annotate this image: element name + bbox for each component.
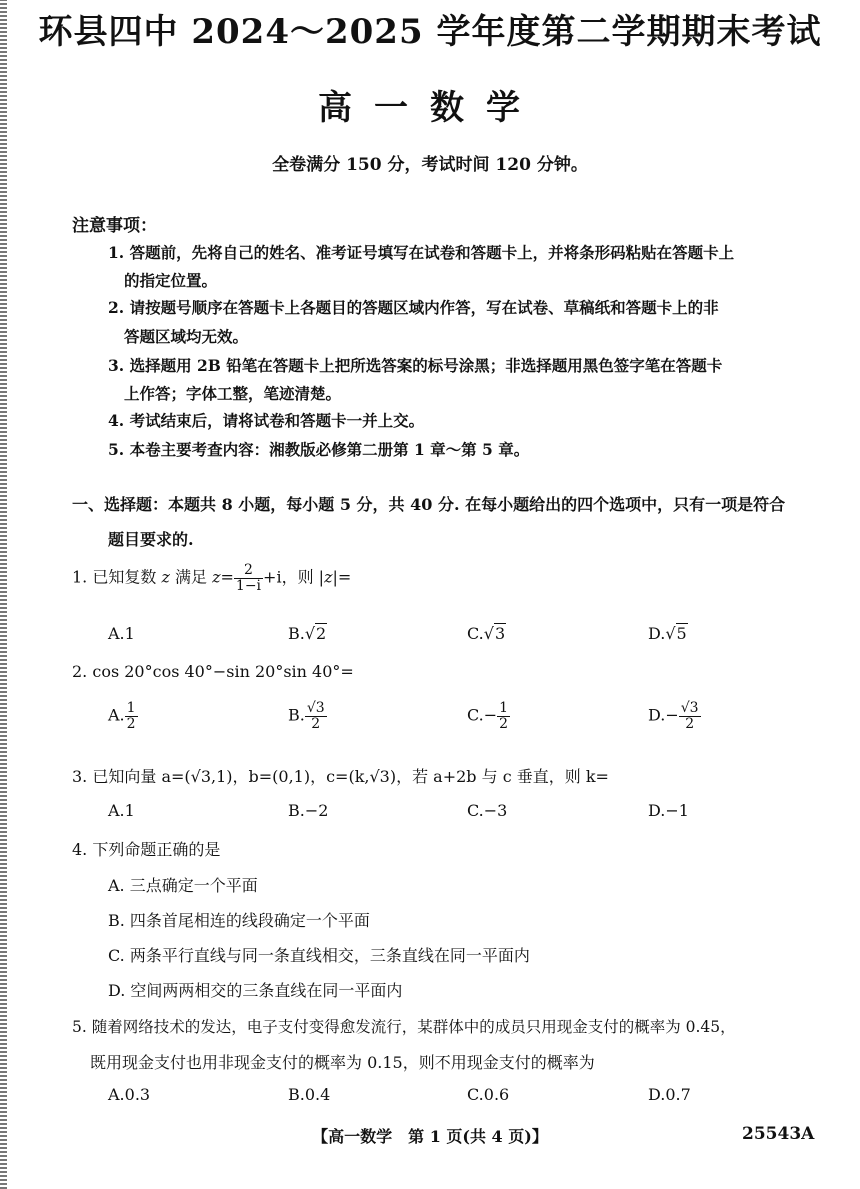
q4-option-c: C. 两条平行直线与同一条直线相交，三条直线在同一平面内 [108, 946, 530, 965]
q1-option-c: C.√3 [467, 624, 506, 643]
q3-option-c: C.−3 [467, 801, 508, 820]
binding-edge [0, 0, 7, 1189]
note-line: 上作答；字体工整，笔迹清楚。 [124, 384, 342, 403]
q3-option-d: D.−1 [648, 801, 689, 820]
note-line: 3. 选择题用 2B 铅笔在答题卡上把所选答案的标号涂黑；非选择题用黑色签字笔在答题卡 [108, 356, 723, 375]
question-5-stem-cont: 既用现金支付也用非现金支付的概率为 0.15，则不用现金支付的概率为 [90, 1053, 595, 1072]
page-footer: 【高一数学 第 1 页(共 4 页)】 [312, 1127, 548, 1146]
note-line: 4. 考试结束后，请将试卷和答题卡一并上交。 [108, 411, 425, 430]
notes-heading: 注意事项： [72, 216, 157, 236]
q3-option-b: B.−2 [288, 801, 329, 820]
q2-option-d: D.− $\frac{√3}{2}$ [648, 700, 699, 732]
question-2-stem: 2. cos 20°cos 40°−sin 20°sin 40°= [72, 662, 354, 681]
q4-option-b: B. 四条首尾相连的线段确定一个平面 [108, 911, 370, 930]
fraction: $\frac{2}{1-i}$ [235, 562, 262, 594]
note-line: 1. 答题前，先将自己的姓名、准考证号填写在试卷和答题卡上，并将条形码粘贴在答题卡上 [108, 243, 735, 262]
q5-option-d: D.0.7 [648, 1085, 691, 1104]
question-5-stem: 5. 随着网络技术的发达，电子支付变得愈发流行，某群体中的成员只用现金支付的概率为 0.45， [72, 1018, 736, 1036]
q1-option-d: D.√5 [648, 624, 687, 643]
section-heading: 一、选择题：本题共 8 小题，每小题 5 分，共 40 分. 在每小题给出的四个选项中，只有一项是符合 [72, 495, 786, 514]
q4-option-d: D. 空间两两相交的三条直线在同一平面内 [108, 981, 403, 1000]
q2-option-c: C.− $\frac{1}{2}$ [467, 700, 509, 732]
q1-option-a: A.1 [108, 624, 135, 643]
q5-option-b: B.0.4 [288, 1085, 331, 1104]
q5-option-a: A.0.3 [108, 1085, 151, 1104]
note-line: 的指定位置。 [124, 271, 218, 290]
note-line: 答题区域均无效。 [124, 327, 249, 346]
question-3-stem: 3. 已知向量 a=(√3,1)，b=(0,1)，c=(k,√3)，若 a+2b 与 c 垂直，则 k= [72, 767, 609, 786]
q4-option-a: A. 三点确定一个平面 [108, 876, 258, 895]
subject-title: 高一数学 [318, 88, 542, 128]
score-time-line: 全卷满分 150 分，考试时间 120 分钟。 [272, 155, 588, 175]
note-line: 5. 本卷主要考查内容：湘教版必修第二册第 1 章～第 5 章。 [108, 440, 530, 459]
question-4-stem: 4. 下列命题正确的是 [72, 840, 221, 859]
question-1-stem: 1. 已知复数 z 满足 z= $\frac{2}{1-i}$ +i，则 |z|= [72, 562, 352, 594]
q5-option-c: C.0.6 [467, 1085, 510, 1104]
section-heading-cont: 题目要求的. [108, 530, 194, 549]
q2-option-a: A. $\frac{1}{2}$ [108, 700, 136, 732]
q2-option-b: B. $\frac{√3}{2}$ [288, 700, 325, 732]
paper-code: 25543A [742, 1124, 815, 1144]
q3-option-a: A.1 [108, 801, 135, 820]
q1-option-b: B.√2 [288, 624, 327, 643]
note-line: 2. 请按题号顺序在答题卡上各题目的答题区域内作答，写在试卷、草稿纸和答题卡上的非 [108, 298, 719, 317]
exam-title: 环县四中 2024～2025 学年度第二学期期末考试 [38, 12, 822, 52]
